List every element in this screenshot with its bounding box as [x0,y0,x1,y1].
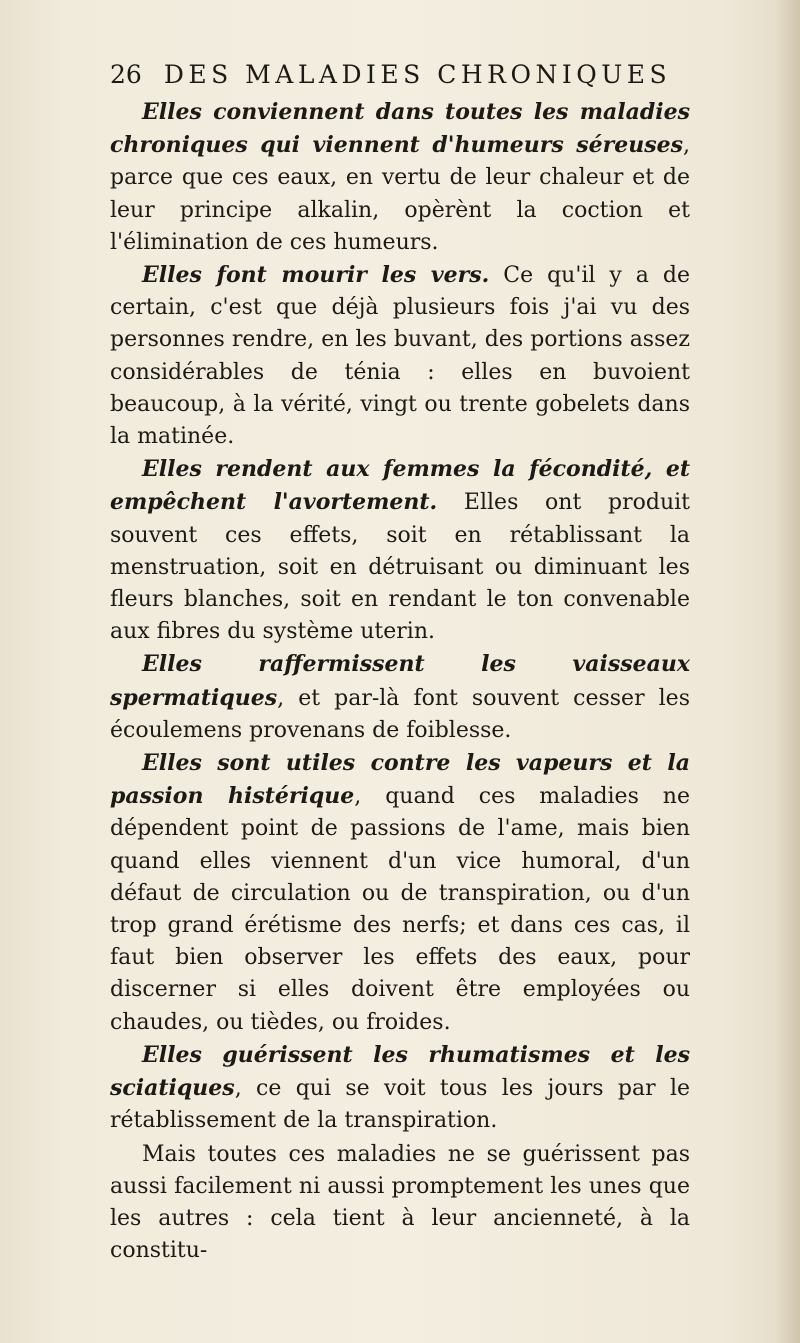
paragraph-lead: Elles guérissent les rhumatismes et les sciatiques [110,1041,690,1102]
paragraph [110,1138,690,1268]
running-title: DES MALADIES CHRONIQUES [163,60,672,89]
paragraph-body: , et par-là font souvent cesser les écoulemens provenans de foiblesse. [110,685,690,743]
running-head [110,60,690,89]
paragraph-lead: Elles font mourir les vers. [142,262,490,289]
body-text [110,96,690,1267]
paragraph [110,747,690,1039]
paragraph [110,648,690,747]
paragraph [110,259,690,453]
paragraph-body: Ce qu'il y a de certain, c'est que déjà plusieurs fois j'ai vu des personnes rendre, en les buvant, des portions assez considérables de ténia : elles en buvoient beaucoup, à la vérité, vingt ou trente gobelets dans la matinée. [110,263,690,450]
paragraph [110,453,690,648]
paragraph-body: Mais toutes ces maladies ne se guérissent pas aussi facilement ni aussi promptement les unes que les autres : cela tient à leur ancienneté, à la constitu- [110,1141,690,1264]
page-number: 26 [110,60,142,89]
paragraph-body: Elles ont produit souvent ces effets, soit en rétablissant la menstruation, soit en détruisant ou diminuant les fleurs blanches, soit en rendant le ton convenable aux fibres du système uterin. [110,490,690,645]
paragraph-lead: Elles raffermissent les vaisseaux spermatiques [110,651,690,711]
paragraph-body: , quand ces maladies ne dépendent point de passions de l'ame, mais bien quand elles viennent d'un vice humoral, d'un défaut de circulation ou de transpiration, ou d'un trop grand érétisme des nerfs; et dans ces cas, il faut bien observer les effets des eaux, pour discerner si elles doivent être employées ou chaudes, ou tièdes, ou froides. [110,784,690,1035]
page-edge-shadow [774,0,800,1343]
paragraph-lead: Elles rendent aux femmes la fécondité, et empêchent l'avortement. [110,456,690,516]
paragraph-body: , ce qui se voit tous les jours par le rétablissement de la transpiration. [110,1076,690,1134]
paragraph [110,1039,690,1138]
paragraph [110,96,690,259]
paragraph-lead: Elles conviennent dans toutes les maladies chroniques qui viennent d'humeurs séreuses [110,99,690,159]
paragraph-lead: Elles sont utiles contre les vapeurs et la passion histérique [110,750,690,810]
paragraph-body: , parce que ces eaux, en vertu de leur chaleur et de leur principe alkalin, opèrènt la coction et l'élimination de ces humeurs. [110,133,690,255]
